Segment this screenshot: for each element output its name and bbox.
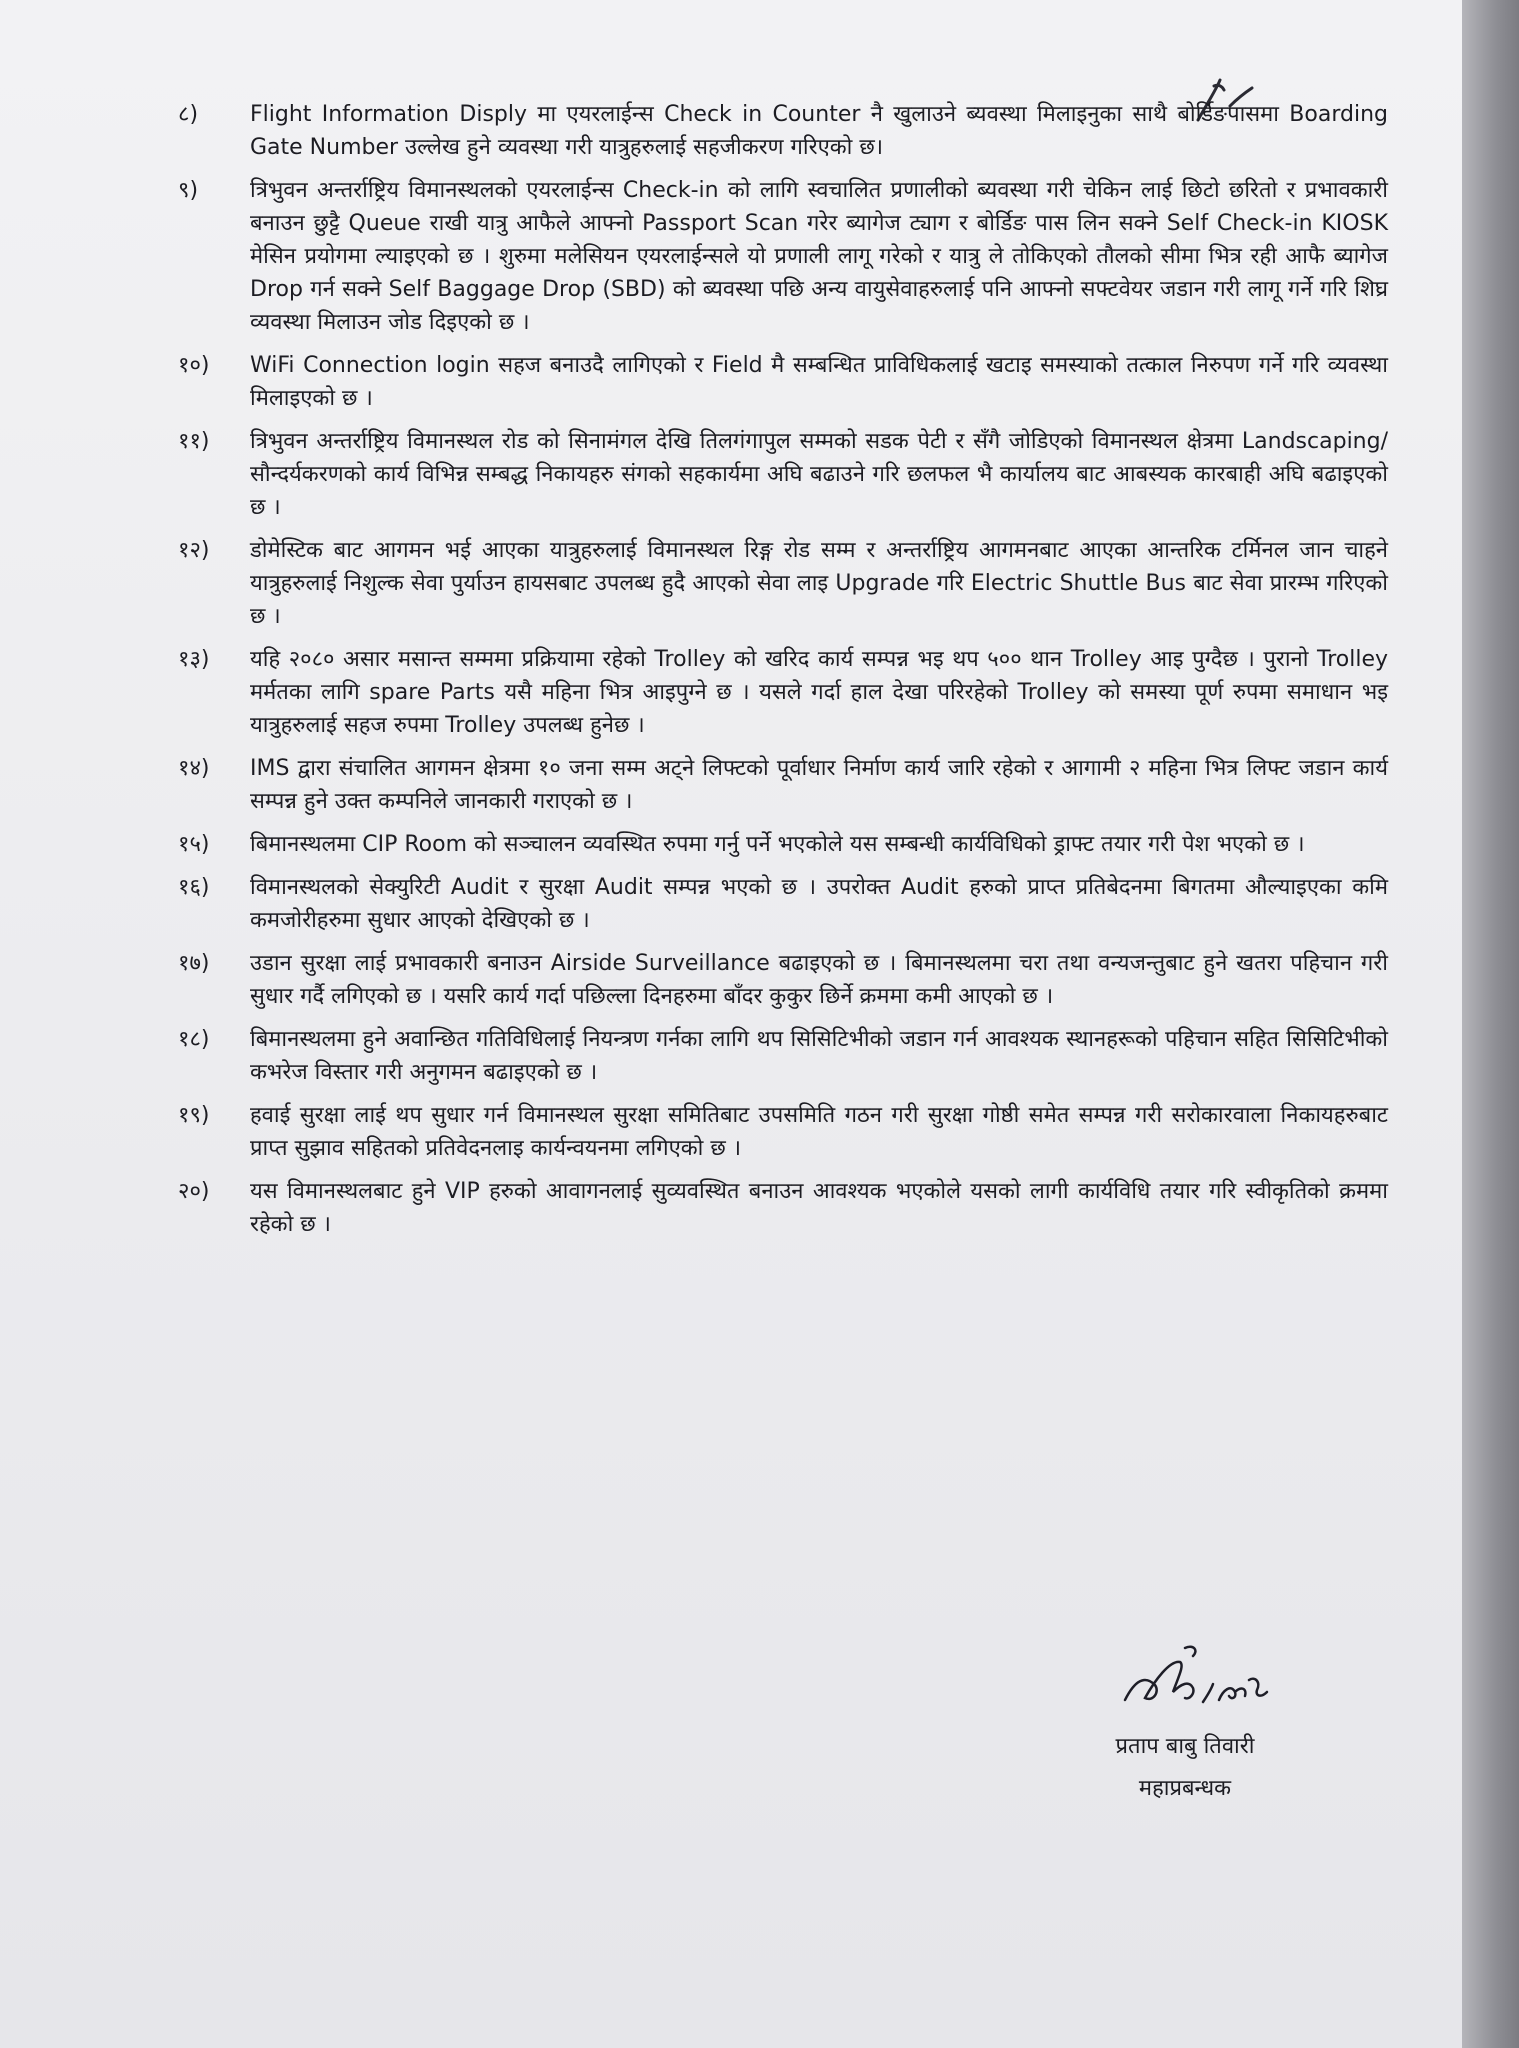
list-item bbox=[178, 1175, 1388, 1241]
item-text: यहि २०८० असार मसान्त सम्ममा प्रक्रियामा रहेको Trolley को खरिद कार्य सम्पन्न भइ थप ५०० थान Trolley आइ पुग्दैछ । पुरानो Trolley मर्मतका लागि spare Parts यसै महिना भित्र आइपुग्ने छ । यसले गर्दा हाल देखा परिरहेको Trolley को समस्या पूर्ण रुपमा समाधान भइ यात्रुहरुलाई सहज रुपमा Trolley उपलब्ध हुनेछ । bbox=[250, 647, 1388, 738]
item-number: १९) bbox=[178, 1103, 210, 1128]
item-number: १८) bbox=[178, 1027, 210, 1052]
item-text: त्रिभुवन अन्तर्राष्ट्रिय विमानस्थल रोड को सिनामंगल देखि तिलगंगापुल सम्मको सडक पेटी र सँगै जोडिएको विमानस्थल क्षेत्रमा Landscaping/ सौन्दर्यकरणको कार्य विभिन्न सम्बद्ध निकायहरु संगको सहकार्यमा अघि बढाउने गरि छलफल भै कार्यालय बाट आबस्यक कारबाही अघि बढाइएको छ । bbox=[250, 429, 1388, 520]
document-body bbox=[178, 98, 1388, 1251]
item-number: १४) bbox=[178, 756, 210, 781]
list-item bbox=[178, 947, 1388, 1013]
item-number: १०) bbox=[178, 353, 210, 378]
list-item bbox=[178, 752, 1388, 818]
list-item bbox=[178, 1023, 1388, 1089]
background-edge bbox=[1462, 0, 1519, 2048]
item-number: १३) bbox=[178, 647, 210, 672]
list-item bbox=[178, 828, 1388, 861]
list-item bbox=[178, 871, 1388, 937]
signatory-name: प्रताप बाबु तिवारी bbox=[1115, 1734, 1255, 1759]
item-text: IMS द्वारा संचालित आगमन क्षेत्रमा १० जना सम्म अट्ने लिफ्टको पूर्वाधार निर्माण कार्य जारि रहेको र आगामी २ महिना भित्र लिफ्ट जडान कार्य सम्पन्न हुने उक्त कम्पनिले जानकारी गराएको छ । bbox=[250, 756, 1388, 814]
item-text: यस विमानस्थलबाट हुने VIP हरुको आवागनलाई सुव्यवस्थित बनाउन आवश्यक भएकोले यसको लागी कार्यविधि तयार गरि स्वीकृतिको क्रममा रहेको छ । bbox=[250, 1179, 1388, 1237]
signature-block bbox=[1075, 1640, 1295, 1806]
list-item bbox=[178, 1099, 1388, 1165]
list-item bbox=[178, 98, 1388, 164]
item-text: हवाई सुरक्षा लाई थप सुधार गर्न विमानस्थल सुरक्षा समितिबाट उपसमिति गठन गरी सुरक्षा गोष्ठी समेत सम्पन्न गरी सरोकारवाला निकायहरुबाट प्राप्त सुझाव सहितको प्रतिवेदनलाइ कार्यन्वयनमा लगिएको छ । bbox=[250, 1103, 1388, 1161]
list-item bbox=[178, 425, 1388, 524]
item-number: १६) bbox=[178, 875, 210, 900]
item-text: WiFi Connection login सहज बनाउदै लागिएको र Field मै सम्बन्धित प्राविधिकलाई खटाइ समस्याको तत्काल निरुपण गर्ने गरि व्यवस्था मिलाइएको छ । bbox=[250, 353, 1388, 411]
item-text: Flight Information Disply मा एयरलाईन्स Check in Counter नै खुलाउने ब्यवस्था मिलाइनुका साथै बोर्डिङपासमा Boarding Gate Number उल्लेख हुने व्यवस्था गरी यात्रुहरुलाई सहजीकरण गरिएको छ। bbox=[250, 102, 1388, 160]
item-text: उडान सुरक्षा लाई प्रभावकारी बनाउन Airside Surveillance बढाइएको छ । बिमानस्थलमा चरा तथा वन्यजन्तुबाट हुने खतरा पहिचान गरी सुधार गर्दै लगिएको छ । यसरि कार्य गर्दा पछिल्ला दिनहरुमा बाँदर कुकुर छिर्ने क्रममा कमी आएको छ । bbox=[250, 951, 1388, 1009]
item-text: बिमानस्थलमा CIP Room को सञ्चालन व्यवस्थित रुपमा गर्नु पर्ने भएकोले यस सम्बन्धी कार्यविधिको ड्राफ्ट तयार गरी पेश भएको छ । bbox=[250, 832, 1305, 857]
item-number: १५) bbox=[178, 832, 210, 857]
item-number: ११) bbox=[178, 429, 210, 454]
list-item bbox=[178, 534, 1388, 633]
signatory-title: महाप्रबन्धक bbox=[1138, 1776, 1232, 1801]
item-text: डोमेस्टिक बाट आगमन भई आएका यात्रुहरुलाई विमानस्थल रिङ्ग रोड सम्म र अन्तर्राष्ट्रिय आगमनबाट आएका आन्तरिक टर्मिनल जान चाहने यात्रुहरुलाई निशुल्क सेवा पुर्याउन हायसबाट उपलब्ध हुदै आएको सेवा लाइ Upgrade गरि Electric Shuttle Bus बाट सेवा प्रारम्भ गरिएको छ । bbox=[250, 538, 1388, 629]
list-item bbox=[178, 643, 1388, 742]
item-number: १७) bbox=[178, 951, 210, 976]
item-text: विमानस्थलको सेक्युरिटी Audit र सुरक्षा Audit सम्पन्न भएको छ । उपरोक्त Audit हरुको प्राप्त प्रतिबेदनमा बिगतमा औल्याइएका कमि कमजोरीहरुमा सुधार आएको देखिएको छ । bbox=[250, 875, 1388, 933]
signature-icon bbox=[1085, 1640, 1285, 1730]
item-number: १२) bbox=[178, 538, 210, 563]
item-number: २०) bbox=[178, 1179, 210, 1204]
item-number: ९) bbox=[178, 178, 199, 203]
list-item bbox=[178, 174, 1388, 339]
list-item bbox=[178, 349, 1388, 415]
item-number: ८) bbox=[178, 102, 199, 127]
item-text: बिमानस्थलमा हुने अवान्छित गतिविधिलाई नियन्त्रण गर्नका लागि थप सिसिटिभीको जडान गर्न आवश्यक स्थानहरूको पहिचान सहित सिसिटिभीको कभरेज विस्तार गरी अनुगमन बढाइएको छ । bbox=[250, 1027, 1388, 1085]
item-text: त्रिभुवन अन्तर्राष्ट्रिय विमानस्थलको एयरलाईन्स Check-in को लागि स्वचालित प्रणालीको ब्यवस्था गरी चेकिन लाई छिटो छरितो र प्रभावकारी बनाउन छुट्टै Queue राखी यात्रु आफैले आफ्नो Passport Scan गरेर ब्यागेज ट्याग र बोर्डिङ पास लिन सक्ने Self Check-in KIOSK मेसिन प्रयोगमा ल्याइएको छ । शुरुमा मलेसियन एयरलाईन्सले यो प्रणाली लागू गरेको र यात्रु ले तोकिएको तौलको सीमा भित्र रही आफै ब्यागेज Drop गर्न सक्ने Self Baggage Drop (SBD) को ब्यवस्था पछि अन्य वायुसेवाहरुलाई पनि आफ्नो सफ्टवेयर जडान गरी लागू गर्ने गरि शिघ्र व्यवस्था मिलाउन जोड दिइएको छ । bbox=[250, 178, 1388, 335]
